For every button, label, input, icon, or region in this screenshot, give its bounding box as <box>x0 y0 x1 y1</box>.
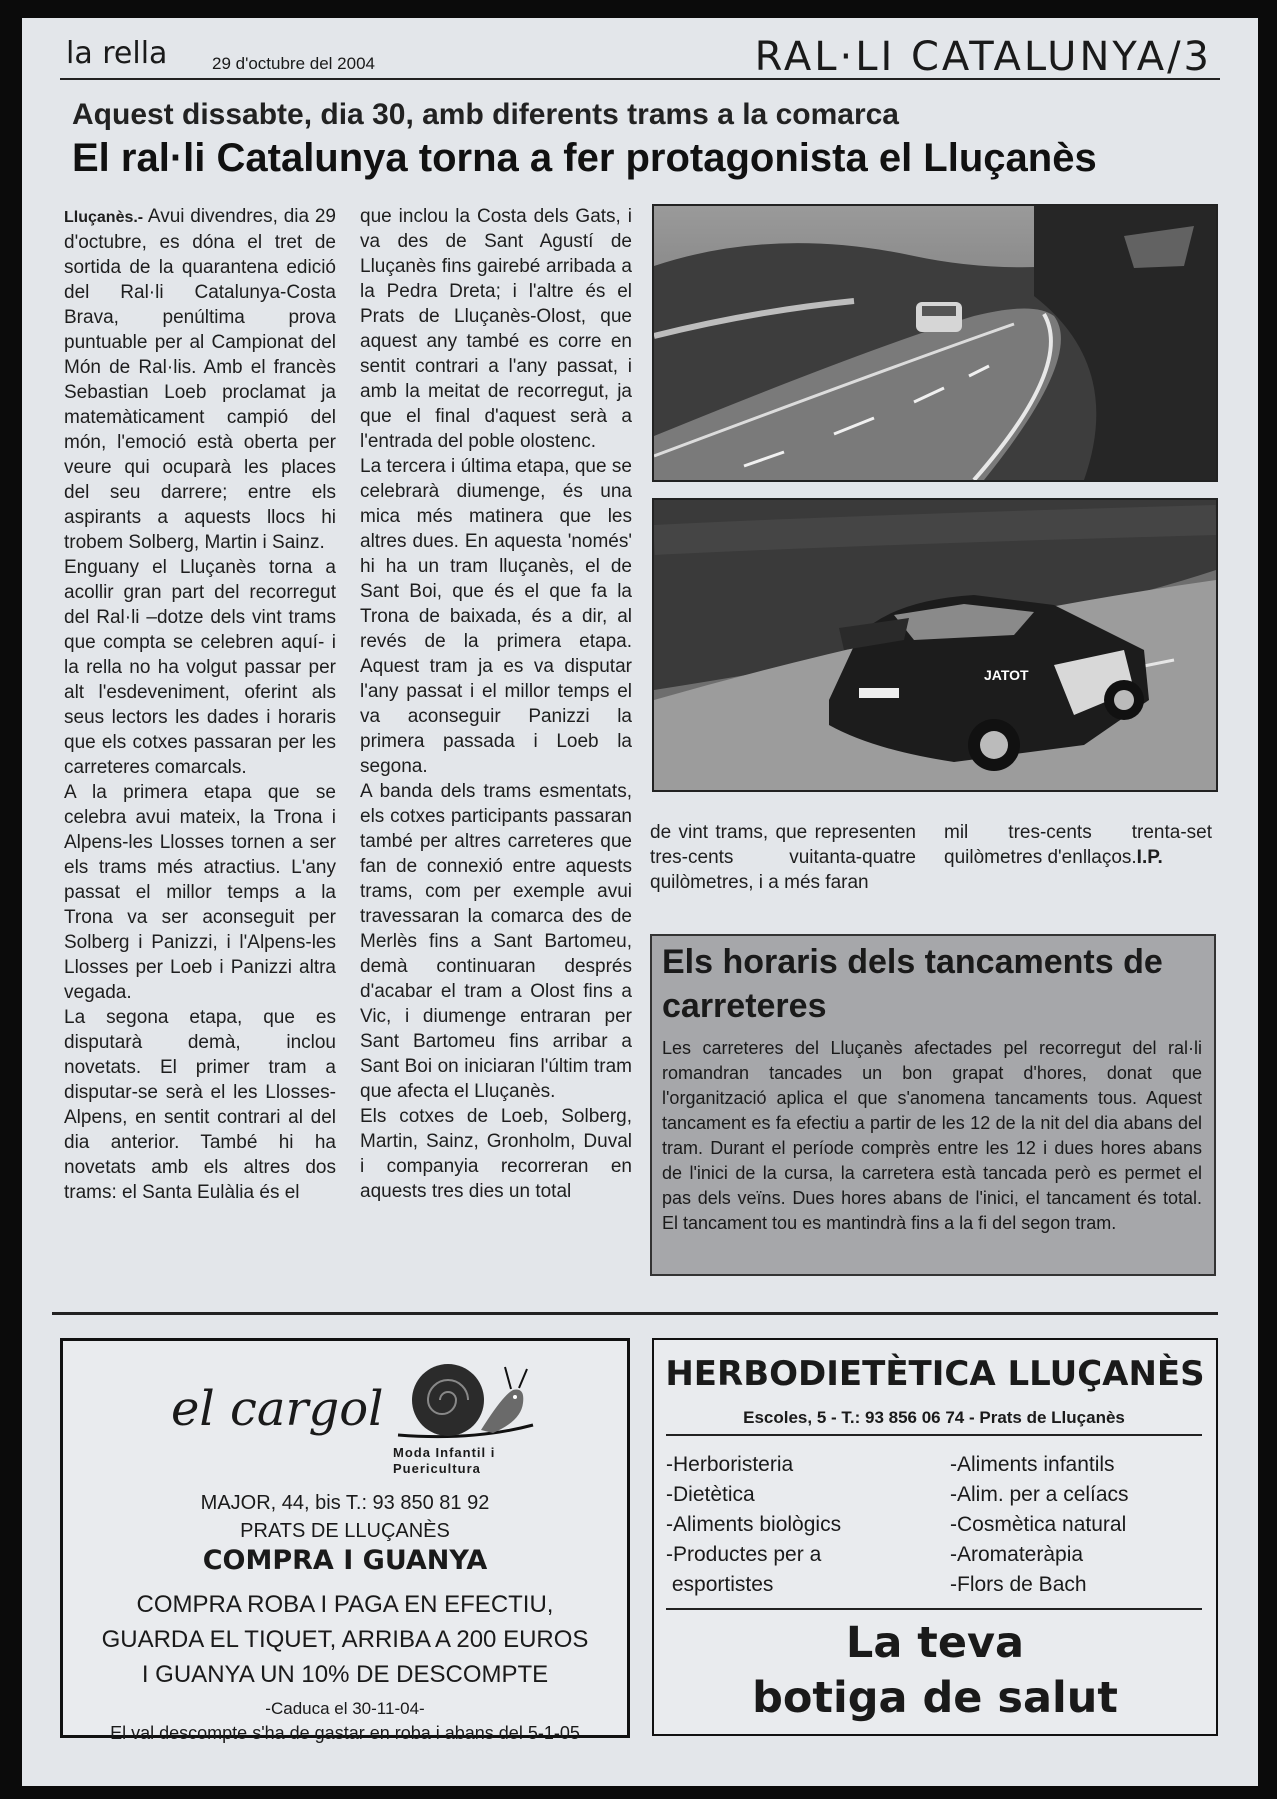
article-column-4 <box>944 820 1212 870</box>
article-paragraph: La segona etapa, que es disputarà demà, inclou novetats. El primer tram a disputar-se serà el les Llosses-Alpens, en sentit contrari al del dia anterior. També hi ha novetats amb els altres dos trams: el Santa Eulàlia és el <box>64 1007 336 1203</box>
products-list-left <box>666 1450 926 1600</box>
dateline: Lluçanès.- <box>64 209 144 226</box>
issue-date: 29 d'octubre del 2004 <box>212 54 375 73</box>
infobox-body: Les carreteres del Lluçanès afectades pel recorregut del ral·li romandran tancades un bon grapat d'hores, donat que l'organització aplica el que s'anomena tancaments tous. Aquest tancament es fa efectiu a partir de les 12 de la nit del dia abans del tram. Durant el període comprès entre les 12 i dues hores abans de l'inici de la cursa, la carretera està tancada però es permet el pas dels veïns. Dues hores abans de l'inici, el tancament és total. El tancament tou es mantindrà fins a la fi del segon tram. <box>662 1038 1202 1233</box>
article-paragraph: Enguany el Lluçanès torna a acollir gran part del recorregut del Ral·li –dotze dels vint trams que compta se celebren aquí- i la rella no ha volgut passar per alt l'esdeveniment, oferint als seus lectors les dades i horaris que els cotxes passaran per les carreteres comarcals. <box>64 557 336 778</box>
el-cargol-address: MAJOR, 44, bis T.: 93 850 81 92 PRATS DE LLUÇANÈS <box>200 1492 490 1542</box>
article-paragraph: Lluçanès.- Avui divendres, dia 29 d'octubre, es dóna el tret de sortida de la quarantena edició del Ral·li Catalunya-Costa Brava, penúltima prova puntuable per al Campionat del Món de Ral·lis. Amb el francès Sebastian Loeb proclamat ja matemàticament campió del món, l'emoció està oberta per veure qui ocuparà les places del seu darrere; entre els aspirants a aquests llocs hi trobem Solberg, Martin i Sainz. <box>64 206 336 553</box>
road-closures-infobox <box>650 934 1216 1276</box>
el-cargol-note: El val descompte s'ha de gastar en roba i abans del 5-1-05 <box>110 1723 580 1743</box>
article-kicker: Aquest dissabte, dia 30, amb diferents trams a la comarca <box>72 98 899 131</box>
car-sponsor-text: JATOT <box>984 667 1029 683</box>
article-paragraph: mil tres-cents trenta-set quilòmetres d'enllaços.I.P. <box>944 822 1212 868</box>
el-cargol-tagline: Moda Infantil i Puericultura <box>393 1445 496 1476</box>
article-column-1 <box>64 204 336 1205</box>
author-signature: I.P. <box>1136 847 1163 868</box>
el-cargol-expiry: -Caduca el 30-11-04- <box>265 1699 425 1718</box>
article-headline: El ral·li Catalunya torna a fer protagonista el Lluçanès <box>72 136 1097 180</box>
rally-car-wet-road-photo <box>654 206 1216 480</box>
article-column-2 <box>360 204 632 1204</box>
publication-logo: la rella <box>66 36 168 71</box>
article-paragraph: de vint trams, que representen tres-cents vuitanta-quatre quilòmetres, i a més faran <box>650 822 916 893</box>
herbodietetica-slogan: La teva botiga de salut <box>752 1618 1118 1723</box>
herbodietetica-contact: Escoles, 5 - T.: 93 856 06 74 - Prats de Lluçanès <box>666 1408 1202 1436</box>
section-title: RAL·LI CATALUNYA/3 <box>754 34 1212 80</box>
el-cargol-promo: COMPRA ROBA I PAGA EN EFECTIU, GUARDA EL TIQUET, ARRIBA A 200 EUROS I GUANYA UN 10% DE DESCOMPTE <box>101 1591 589 1688</box>
el-cargol-advert <box>60 1338 630 1743</box>
rally-photo-top <box>652 204 1218 482</box>
list-item: esportistes <box>666 1573 774 1596</box>
infobox-title: Els horaris dels tancaments de carreteres <box>662 943 1163 1025</box>
list-item: -Cosmètica natural <box>950 1513 1127 1536</box>
article-paragraph: La tercera i última etapa, que se celebrarà diumenge, és una mica més matinera que les altres dues. En aquesta 'només' hi ha un tram lluçanès, el de Sant Boi, que és el que fa la Trona de baixada, és a dir, al revés de la primera etapa. Aquest tram ja es va disputar l'any passat i el millor temps el va aconseguir Panizzi la primera passada i Loeb la segona. <box>360 456 632 777</box>
list-item: -Productes per a <box>666 1543 822 1566</box>
list-item: -Aromateràpia <box>950 1543 1084 1566</box>
article-paragraph: que inclou la Costa dels Gats, i va des de Sant Agustí de Lluçanès fins gairebé arribada a la Pedra Dreta; i l'altre és el Prats de Lluçanès-Olost, que aquest any també es corre en sentit contrari a l'any passat, i amb la meitat de recorregut, ja que el final d'aquest serà a l'entrada del poble olostenc. <box>360 206 632 452</box>
article-paragraph: A la primera etapa que se celebra avui mateix, la Trona i Alpens-les Llosses tornen a ser els trams més atractius. L'any passat el millor temps a la Trona va ser aconseguit per Solberg i Panizzi, i l'Alpens-les Llosses per Loeb i Panizzi altra vegada. <box>64 782 336 1003</box>
article-paragraph: A banda dels trams esmentats, els cotxes participants passaran també per altres carreteres que fan de connexió entre aquests trams, com per exemple avui travessaran la comarca des de Merlès fins a Sant Bartomeu, demà continuaran després d'acabar el tram a Olost fins a Vic, i diumenge entraran per Sant Bartomeu fins arribar a Sant Boi on iniciaran l'últim tram que afecta el Lluçanès. <box>360 781 632 1102</box>
masthead <box>60 32 1220 80</box>
snail-icon <box>393 1355 543 1445</box>
list-item: -Flors de Bach <box>950 1573 1087 1596</box>
newspaper-page <box>22 18 1258 1786</box>
el-cargol-logo: el cargol <box>171 1381 384 1437</box>
divider <box>666 1608 1202 1610</box>
list-item: -Aliments biològics <box>666 1513 842 1536</box>
list-item: -Herboristeria <box>666 1453 794 1476</box>
rally-car-corner-photo <box>654 500 1216 790</box>
section-divider <box>52 1312 1218 1315</box>
products-list-right <box>950 1450 1210 1600</box>
list-item: -Aliments infantils <box>950 1453 1115 1476</box>
list-item: -Dietètica <box>666 1483 755 1506</box>
el-cargol-headline: COMPRA I GUANYA <box>202 1545 488 1576</box>
herbodietetica-name: HERBODIETÈTICA LLUÇANÈS <box>665 1354 1205 1394</box>
article-paragraph: Els cotxes de Loeb, Solberg, Martin, Sainz, Gronholm, Duval i companyia recorreran en aquests tres dies un total <box>360 1106 632 1202</box>
rally-photo-bottom <box>652 498 1218 792</box>
herbodietetica-advert <box>652 1338 1218 1736</box>
list-item: -Alim. per a celíacs <box>950 1483 1129 1506</box>
article-column-3 <box>650 820 916 895</box>
